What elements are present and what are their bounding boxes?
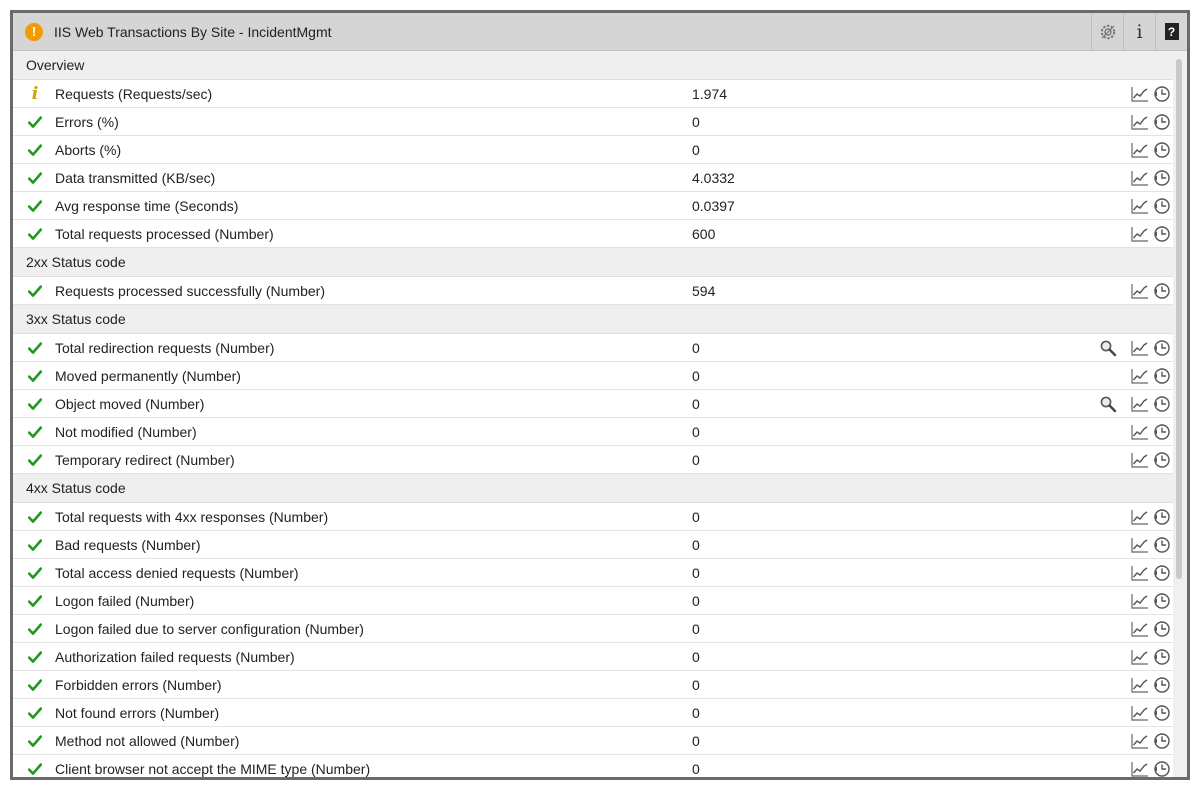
graph-icon[interactable] [1129,699,1151,726]
check-icon [25,227,45,241]
table-row[interactable] [13,334,1173,362]
history-icon[interactable] [1151,220,1173,247]
measure-label: Data transmitted (KB/sec) [55,169,216,186]
table-row[interactable] [13,277,1173,305]
graph-icon[interactable] [1129,192,1151,219]
history-icon[interactable] [1151,559,1173,586]
history-icon[interactable] [1151,136,1173,163]
check-icon [25,397,45,411]
graph-icon[interactable] [1129,108,1151,135]
title-toolbar [1091,13,1187,50]
table-row[interactable] [13,362,1173,390]
table-row[interactable] [13,531,1173,559]
graph-icon[interactable] [1129,727,1151,754]
widget-title: IIS Web Transactions By Site - IncidentMgmt [54,23,332,40]
measure-value: 0 [692,592,700,609]
history-icon[interactable] [1151,362,1173,389]
graph-icon[interactable] [1129,80,1151,107]
row-actions [1097,643,1173,670]
vertical-scrollbar[interactable] [1173,51,1187,777]
row-actions [1097,136,1173,163]
row-actions [1097,531,1173,558]
table-row[interactable] [13,699,1173,727]
history-icon[interactable] [1151,108,1173,135]
measure-value: 0 [692,508,700,525]
row-actions [1097,220,1173,247]
graph-icon[interactable] [1129,136,1151,163]
graph-icon[interactable] [1129,220,1151,247]
table-row[interactable] [13,418,1173,446]
measure-label: Total access denied requests (Number) [55,564,299,581]
section-header: 2xx Status code [13,248,1173,277]
table-row[interactable] [13,446,1173,474]
check-icon [25,538,45,552]
check-icon [25,425,45,439]
row-actions [1097,164,1173,191]
magnifier-icon[interactable] [1097,390,1119,417]
check-icon [25,510,45,524]
row-actions [1097,418,1173,445]
check-icon [25,284,45,298]
row-actions [1097,192,1173,219]
history-icon[interactable] [1151,277,1173,304]
graph-icon[interactable] [1129,362,1151,389]
history-icon[interactable] [1151,699,1173,726]
widget-frame [10,10,1190,780]
table-row[interactable] [13,220,1173,248]
table-row[interactable] [13,643,1173,671]
scrollbar-thumb[interactable] [1176,59,1182,579]
check-icon [25,341,45,355]
measure-value: 0 [692,423,700,440]
section-header: 3xx Status code [13,305,1173,334]
history-icon[interactable] [1151,80,1173,107]
measure-value: 0 [692,141,700,158]
help-button[interactable] [1155,13,1187,50]
row-actions [1097,615,1173,642]
measure-label: Logon failed (Number) [55,592,195,609]
measure-value: 0 [692,395,700,412]
measure-label: Requests processed successfully (Number) [55,282,325,299]
info-icon: i [31,83,39,104]
row-actions [1097,390,1173,417]
row-actions [1097,727,1173,754]
row-actions [1097,362,1173,389]
table-row[interactable] [13,727,1173,755]
check-icon [25,143,45,157]
table-row[interactable] [13,587,1173,615]
measure-value: 4.0332 [692,169,735,186]
history-icon[interactable] [1151,418,1173,445]
graph-icon[interactable] [1129,164,1151,191]
measure-value: 0 [692,451,700,468]
history-icon[interactable] [1151,671,1173,698]
widget-titlebar [13,13,1187,51]
row-actions [1097,587,1173,614]
row-actions [1097,503,1173,530]
history-icon[interactable] [1151,164,1173,191]
graph-icon[interactable] [1129,277,1151,304]
row-actions [1097,80,1173,107]
check-icon [25,594,45,608]
table-row[interactable] [13,136,1173,164]
row-actions [1097,559,1173,586]
measure-value: 0.0397 [692,197,735,214]
table-row[interactable] [13,671,1173,699]
check-icon [25,453,45,467]
help-icon: ? [1165,23,1179,40]
measure-value: 600 [692,225,716,242]
history-icon[interactable] [1151,503,1173,530]
measure-value: 0 [692,648,700,665]
settings-button[interactable] [1091,13,1123,50]
measure-label: Total requests processed (Number) [55,225,274,242]
measure-value: 0 [692,113,700,130]
history-icon[interactable] [1151,531,1173,558]
measure-label: Total redirection requests (Number) [55,339,275,356]
history-icon[interactable] [1151,587,1173,614]
history-icon[interactable] [1151,727,1173,754]
graph-icon[interactable] [1129,418,1151,445]
measure-value: 0 [692,536,700,553]
table-row[interactable] [13,559,1173,587]
check-icon [25,734,45,748]
check-icon [25,171,45,185]
check-icon [25,650,45,664]
history-icon[interactable] [1151,615,1173,642]
graph-icon[interactable] [1129,334,1151,361]
measure-label: Requests (Requests/sec) [55,85,213,102]
table-row[interactable] [13,755,1173,780]
measure-label: Client browser not accept the MIME type (Number) [55,760,371,777]
measure-value: 594 [692,282,716,299]
measure-label: Not modified (Number) [55,423,197,440]
graph-icon[interactable] [1129,446,1151,473]
measure-value: 0 [692,367,700,384]
measure-label: Forbidden errors (Number) [55,676,222,693]
measure-label: Method not allowed (Number) [55,732,240,749]
check-icon [25,369,45,383]
table-row[interactable] [13,164,1173,192]
check-icon [25,199,45,213]
row-actions [1097,334,1173,361]
measure-value: 0 [692,564,700,581]
history-icon[interactable] [1151,192,1173,219]
measure-label: Moved permanently (Number) [55,367,241,384]
magnifier-icon[interactable] [1097,334,1119,361]
measure-label: Logon failed due to server configuration (Number) [55,620,364,637]
measure-label: Errors (%) [55,113,119,130]
gear-icon [1098,22,1118,42]
check-icon [25,622,45,636]
measure-value: 0 [692,732,700,749]
check-icon [25,706,45,720]
measure-label: Bad requests (Number) [55,536,201,553]
measure-label: Avg response time (Seconds) [55,197,239,214]
measure-label: Aborts (%) [55,141,122,158]
table-row[interactable] [13,80,1173,108]
warning-icon: ! [25,23,43,41]
measures-panel [13,51,1187,777]
table-row[interactable] [13,108,1173,136]
row-actions [1097,446,1173,473]
info-button[interactable] [1123,13,1155,50]
history-icon[interactable] [1151,334,1173,361]
table-row[interactable] [13,192,1173,220]
table-row[interactable] [13,390,1173,418]
check-icon [25,678,45,692]
graph-icon[interactable] [1129,390,1151,417]
graph-icon[interactable] [1129,531,1151,558]
graph-icon[interactable] [1129,559,1151,586]
row-actions [1097,755,1173,780]
graph-icon[interactable] [1129,503,1151,530]
section-header: 4xx Status code [13,474,1173,503]
measure-value: 0 [692,676,700,693]
graph-icon[interactable] [1129,615,1151,642]
graph-icon[interactable] [1129,643,1151,670]
row-actions [1097,699,1173,726]
row-actions [1097,108,1173,135]
section-header: Overview [13,51,1173,80]
measure-label: Object moved (Number) [55,395,205,412]
history-icon[interactable] [1151,390,1173,417]
measure-value: 0 [692,620,700,637]
measures-table [13,51,1173,780]
info-icon: i [1136,20,1143,43]
row-actions [1097,277,1173,304]
history-icon[interactable] [1151,755,1173,780]
measure-label: Authorization failed requests (Number) [55,648,295,665]
graph-icon[interactable] [1129,587,1151,614]
table-row[interactable] [13,615,1173,643]
check-icon [25,566,45,580]
measure-label: Total requests with 4xx responses (Number) [55,508,329,525]
measure-value: 0 [692,339,700,356]
table-row[interactable] [13,503,1173,531]
check-icon [25,115,45,129]
history-icon[interactable] [1151,643,1173,670]
graph-icon[interactable] [1129,671,1151,698]
measure-value: 0 [692,704,700,721]
check-icon [25,762,45,776]
graph-icon[interactable] [1129,755,1151,780]
measure-label: Temporary redirect (Number) [55,451,235,468]
measure-label: Not found errors (Number) [55,704,220,721]
measure-value: 0 [692,760,700,777]
history-icon[interactable] [1151,446,1173,473]
row-actions [1097,671,1173,698]
measure-value: 1.974 [692,85,728,102]
